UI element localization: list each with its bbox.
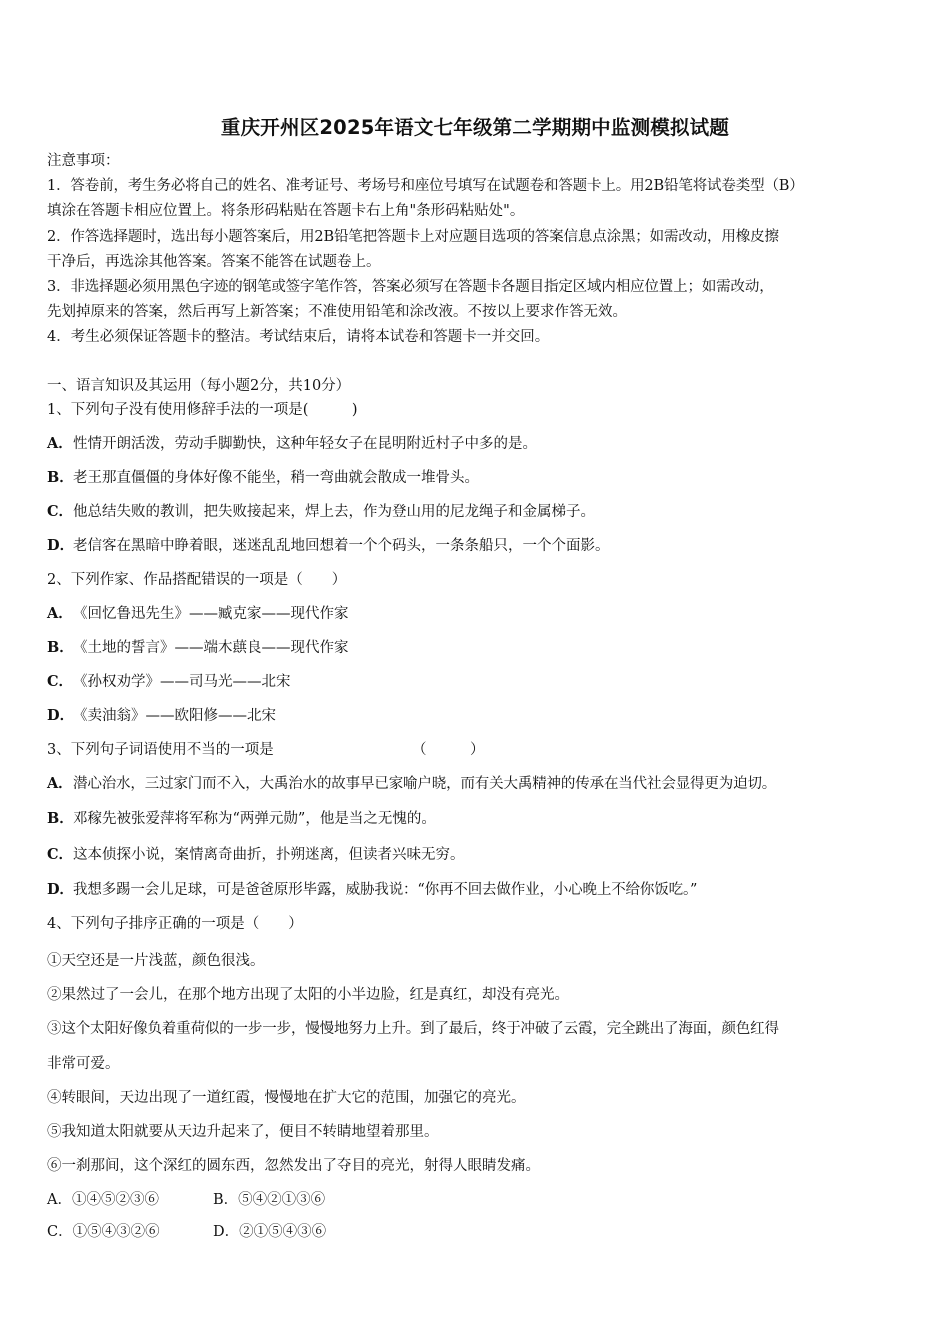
answer-option-a (47, 1190, 159, 1210)
option-label: B． (47, 469, 74, 486)
option-text: 性情开朗活泼，劳动手脚勤快，这种年轻女子在昆明附近村子中多的是。 (73, 436, 537, 452)
option-text: ①⑤④③②⑥ (72, 1224, 160, 1240)
option-label: D． (47, 537, 75, 554)
answer-option-c (47, 1222, 160, 1242)
option-text: 这本侦探小说，案情离奇曲折，扑朔迷离，但读者兴味无穷。 (73, 847, 465, 863)
option-text: 他总结失败的教训，把失败接起来，焊上去，作为登山用的尼龙绳子和金属梯子。 (73, 504, 595, 520)
answer-option-d (213, 1222, 326, 1242)
option-label: C． (47, 503, 74, 520)
option-d (47, 880, 697, 900)
question-stem: 3、下列句子词语使用不当的一项是 (47, 742, 274, 758)
option-text: 《卖油翁》——欧阳修——北宋 (73, 708, 276, 724)
question-stem: 4、下列句子排序正确的一项是（ ） (47, 916, 303, 932)
option-text: 老信客在黑暗中睁着眼，迷迷乱乱地回想着一个个码头，一条条船只，一个个面影。 (73, 538, 610, 554)
notice-line: 干净后，再选涂其他答案。答案不能答在试题卷上。 (47, 254, 381, 270)
sentence-item: ⑥一刹那间，这个深红的圆东西，忽然发出了夺目的亮光，射得人眼睛发痛。 (47, 1158, 540, 1174)
question-stem: 2、下列作家、作品搭配错误的一项是（ ） (47, 572, 347, 588)
option-a (47, 434, 537, 454)
option-b (47, 638, 349, 658)
sentence-item: ④转眼间，天边出现了一道红霞，慢慢地在扩大它的范围，加强它的亮光。 (47, 1090, 526, 1106)
option-text: 老王那直僵僵的身体好像不能坐，稍一弯曲就会散成一堆骨头。 (73, 470, 479, 486)
option-text: 《孙权劝学》——司马光——北宋 (73, 674, 291, 690)
option-d (47, 536, 610, 556)
option-c (47, 845, 465, 865)
answer-option-b (213, 1190, 325, 1210)
sentence-item-continued: 非常可爱。 (47, 1056, 120, 1072)
notice-line: 2．作答选择题时，选出每小题答案后，用2B铅笔把答题卡上对应题目选项的答案信息点涂黑；如需改动，用橡皮擦 (47, 229, 779, 245)
sentence-item: ②果然过了一会儿，在那个地方出现了太阳的小半边脸，红是真红，却没有亮光。 (47, 987, 569, 1003)
option-label: B． (47, 810, 74, 827)
option-label: D． (213, 1224, 240, 1240)
sentence-item: ③这个太阳好像负着重荷似的一步一步，慢慢地努力上升。到了最后，终于冲破了云霞，完全跳出了海面，颜色红得 (47, 1021, 779, 1037)
option-a (47, 604, 349, 624)
option-c (47, 672, 291, 692)
option-text: 我想多踢一会儿足球，可是爸爸原形毕露，威胁我说：“你再不回去做作业，小心晚上不给你饭吃。” (73, 882, 698, 898)
answer-paren: （ ） (412, 742, 485, 758)
option-label: B． (47, 639, 74, 656)
page-title: 重庆开州区2025年语文七年级第二学期期中监测模拟试题 (220, 116, 730, 139)
notice-line: 3．非选择题必须用黑色字迹的钢笔或签字笔作答，答案必须写在答题卡各题目指定区域内相应位置上；如需改动， (47, 279, 774, 295)
notice-line: 1．答卷前，考生务必将自己的姓名、准考证号、考场号和座位号填写在试题卷和答题卡上。用2B铅笔将试卷类型（B） (47, 178, 804, 194)
option-label: A． (47, 605, 73, 622)
option-text: 《回忆鲁迅先生》——臧克家——现代作家 (73, 606, 349, 622)
option-text: 潜心治水，三过家门而不入，大禹治水的故事早已家喻户晓，而有关大禹精神的传承在当代社会显得更为迫切。 (73, 776, 777, 792)
option-label: D． (47, 707, 75, 724)
option-label: C． (47, 1224, 73, 1240)
option-label: A． (47, 1192, 72, 1208)
option-label: B． (213, 1192, 239, 1208)
notice-line: 4．考生必须保证答题卡的整洁。考试结束后，请将本试卷和答题卡一并交回。 (47, 329, 550, 345)
option-b (47, 468, 479, 488)
option-text: 《土地的誓言》——端木蕻良——现代作家 (73, 640, 349, 656)
notice-line: 填涂在答题卡相应位置上。将条形码粘贴在答题卡右上角"条形码粘贴处"。 (47, 203, 525, 219)
sentence-item: ⑤我知道太阳就要从天边升起来了，便目不转睛地望着那里。 (47, 1124, 439, 1140)
notice-heading: 注意事项： (47, 153, 120, 169)
option-label: D． (47, 881, 74, 898)
option-b (47, 809, 436, 829)
option-c (47, 502, 595, 522)
option-a (47, 774, 776, 794)
section-heading: 一、语言知识及其运用（每小题2分，共10分） (47, 378, 351, 394)
option-label: C． (47, 673, 74, 690)
option-text: ①④⑤②③⑥ (71, 1192, 159, 1208)
question-stem: 1、下列句子没有使用修辞手法的一项是( ) (47, 402, 358, 418)
option-text: 邓稼先被张爱萍将军称为“两弹元勋”，他是当之无愧的。 (73, 811, 436, 827)
option-text: ⑤④②①③⑥ (238, 1192, 326, 1208)
option-label: A． (47, 435, 73, 452)
option-label: C． (47, 846, 74, 863)
option-label: A． (47, 775, 73, 792)
sentence-item: ①天空还是一片浅蓝，颜色很浅。 (47, 953, 265, 969)
option-text: ②①⑤④③⑥ (239, 1224, 327, 1240)
option-d (47, 706, 276, 726)
notice-line: 先划掉原来的答案，然后再写上新答案；不准使用铅笔和涂改液。不按以上要求作答无效。 (47, 304, 627, 320)
